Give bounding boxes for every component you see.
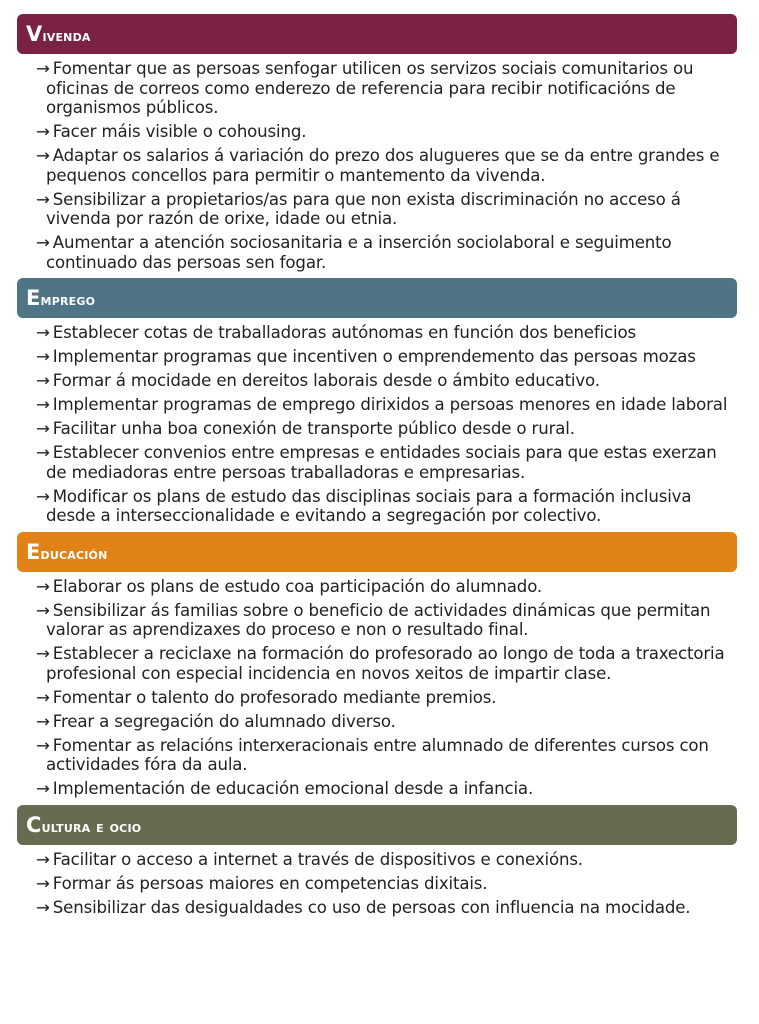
- list-emprego: [17, 323, 737, 526]
- arrow-icon: →: [36, 233, 50, 252]
- list-item: → Elaborar os plans de estudo coa participación do alumnado.: [36, 576, 543, 596]
- arrow-icon: →: [36, 443, 50, 462]
- arrow-icon: →: [36, 395, 50, 414]
- list-item: → Facer máis visible o cohousing.: [36, 122, 307, 141]
- arrow-icon: →: [36, 779, 50, 798]
- list-item: → Formar ás persoas maiores en competencias dixitais.: [36, 873, 488, 893]
- list-item: → Adaptar os salarios á variación do prezo dos alugueres que se da entre grandes e pequenos concellos para permitir o mantemento da vivenda.: [36, 146, 720, 185]
- list-item: → Implementar programas de emprego dirixidos a persoas menores en idade laboral: [36, 395, 728, 414]
- arrow-icon: →: [36, 600, 50, 620]
- list-item: → Implementación de educación emocional desde a infancia.: [36, 779, 534, 798]
- arrow-icon: →: [36, 897, 50, 917]
- arrow-icon: →: [36, 873, 50, 893]
- arrow-icon: →: [36, 687, 50, 707]
- list-item: → Formar á mocidade en dereitos laborais desde o ámbito educativo.: [36, 371, 600, 390]
- arrow-icon: →: [36, 644, 50, 663]
- arrow-icon: →: [36, 849, 50, 869]
- list-item: → Frear a segregación do alumnado diverso.: [36, 711, 396, 731]
- arrow-icon: →: [36, 486, 50, 506]
- arrow-icon: →: [36, 576, 50, 596]
- list-item: → Establecer a reciclaxe na formación do profesorado ao longo de toda a traxectoria profesional con especial incidencia en novos xeitos de impartir clase.: [36, 644, 725, 683]
- list-item: → Fomentar as relacións interxeracionais entre alumnado de diferentes cursos con actividades fóra da aula.: [36, 735, 709, 774]
- section-cultura: [17, 805, 737, 918]
- section-title-educacion: Educación: [26, 539, 108, 564]
- section-vivenda: [17, 14, 737, 272]
- section-header-cultura: [17, 805, 737, 845]
- list-item: → Sensibilizar das desigualdades co uso de persoas con influencia na mocidade.: [36, 897, 691, 917]
- section-header-educacion: [17, 532, 737, 572]
- list-item: → Facilitar unha boa conexión de transporte público desde o rural.: [36, 419, 575, 438]
- list-item: → Facilitar o acceso a internet a través de dispositivos e conexións.: [36, 849, 583, 869]
- arrow-icon: →: [36, 122, 50, 141]
- list-item: → Sensibilizar a propietarios/as para que non exista discriminación no acceso á vivenda por razón de orixe, idade ou etnia.: [36, 189, 681, 228]
- list-item: → Implementar programas que incentiven o emprendemento das persoas mozas: [36, 347, 696, 366]
- arrow-icon: →: [36, 189, 50, 209]
- list-item: → Fomentar o talento do profesorado mediante premios.: [36, 687, 497, 707]
- arrow-icon: →: [36, 323, 50, 342]
- list-item: → Modificar os plans de estudo das disciplinas sociais para a formación inclusiva desde a interseccionalidade e evitando a segregación por colectivo.: [36, 486, 692, 525]
- arrow-icon: →: [36, 711, 50, 731]
- arrow-icon: →: [36, 347, 50, 366]
- arrow-icon: →: [36, 419, 50, 438]
- list-cultura: [17, 850, 737, 918]
- section-title-emprego: Emprego: [26, 286, 96, 310]
- section-title-cultura: Cultura e ocio: [26, 812, 142, 837]
- list-item: → Establecer convenios entre empresas e entidades sociais para que estas exerzan de mediadoras entre persoas traballadoras e empresarias.: [36, 443, 717, 482]
- section-header-vivenda: [17, 14, 737, 54]
- arrow-icon: →: [36, 59, 50, 78]
- list-vivenda: [17, 59, 737, 272]
- section-emprego: [17, 278, 737, 526]
- arrow-icon: →: [36, 146, 50, 165]
- section-title-vivenda: Vivenda: [26, 22, 91, 46]
- list-educacion: [17, 577, 737, 799]
- list-item: → Establecer cotas de traballadoras autónomas en función dos beneficios: [36, 323, 636, 342]
- list-item: → Aumentar a atención sociosanitaria e a inserción sociolaboral e seguimento continuado das persoas sen fogar.: [36, 233, 672, 272]
- section-header-emprego: [17, 278, 737, 318]
- list-item: → Fomentar que as persoas senfogar utilicen os servizos sociais comunitarios ou oficinas de correos como enderezo de referencia para recibir notificacións de organismos públicos.: [36, 59, 694, 117]
- arrow-icon: →: [36, 735, 50, 755]
- arrow-icon: →: [36, 371, 50, 390]
- section-educacion: [17, 532, 737, 799]
- list-item: → Sensibilizar ás familias sobre o beneficio de actividades dinámicas que permitan valorar as aprendizaxes do proceso e non o resultado final.: [36, 600, 711, 639]
